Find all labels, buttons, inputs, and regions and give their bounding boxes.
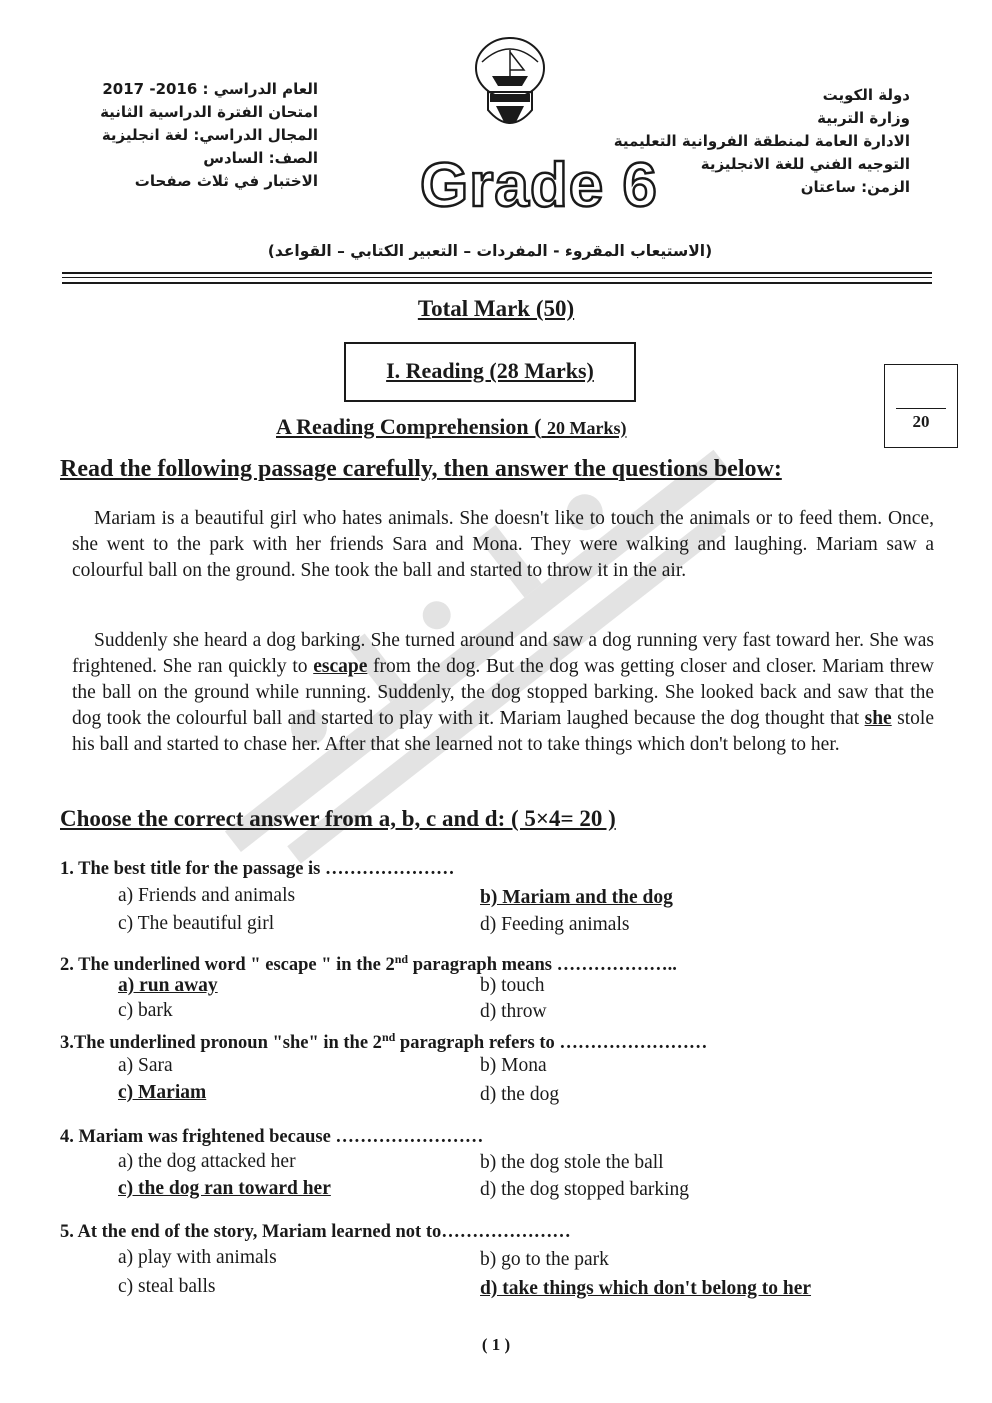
academic-year: العام الدراسي : 2016- 2017 — [102, 80, 318, 98]
header-right-block — [600, 84, 910, 199]
supervision: التوجيه الفني للغة الانجليزية — [700, 155, 910, 173]
score-line — [896, 408, 946, 409]
option-4b: b) the dog stole the ball — [480, 1152, 664, 1173]
option-2a: a) run away — [118, 975, 218, 996]
question-4: 4. Mariam was frightened because …………………… — [60, 1127, 484, 1147]
option-3d: d) the dog — [480, 1084, 560, 1105]
country: دولة الكويت — [822, 86, 910, 104]
option-4d: d) the dog stopped barking — [480, 1179, 690, 1200]
option-1c: c) The beautiful girl — [118, 913, 275, 934]
option-1d: d) Feeding animals — [480, 914, 630, 935]
instruction: Read the following passage carefully, then answer the questions below: — [60, 456, 782, 482]
question-2: 2. The underlined word " escape " in the 2nd paragraph means ……………….. — [60, 952, 677, 976]
page-number: ( 1 ) — [481, 1335, 511, 1354]
option-3b: b) Mona — [480, 1055, 547, 1076]
option-3a: a) Sara — [118, 1055, 173, 1076]
divider — [62, 282, 932, 284]
kuwait-emblem-icon — [466, 32, 554, 142]
exam-period: امتحان الفترة الدراسية الثانية — [100, 103, 318, 121]
option-3c: c) Mariam — [118, 1082, 207, 1103]
pages-note: الاختبار في ثلاث صفحات — [134, 172, 318, 190]
option-2c: c) bark — [118, 1000, 173, 1021]
duration: الزمن: ساعتان — [800, 178, 910, 196]
directorate: الادارة العامة لمنطقة الفروانية التعليمية — [613, 132, 910, 150]
question-5: 5. At the end of the story, Mariam learned not to………………… — [60, 1222, 571, 1242]
passage-paragraph-1: Mariam is a beautiful girl who hates animals. She doesn't like to touch the animals or to feed them. Once, she went to the park with her friends Sara and Mona. They were walking and laughing. Mariam saw a colourful ball on the ground. She took the ball and started to throw it in the air. — [72, 508, 934, 581]
option-4a: a) the dog attacked her — [118, 1151, 296, 1172]
divider — [62, 277, 932, 278]
score-box — [884, 364, 958, 448]
score-total: 20 — [912, 412, 930, 431]
total-mark: Total Mark (50) — [417, 296, 575, 321]
option-1b: b) Mariam and the dog — [480, 887, 673, 908]
section-title: I. Reading (28 Marks) — [386, 358, 594, 383]
option-4c: c) the dog ran toward her — [118, 1178, 331, 1199]
underlined-pronoun-she: she — [864, 708, 892, 729]
option-5c: c) steal balls — [118, 1276, 216, 1297]
option-5d: d) take things which don't belong to her — [480, 1278, 812, 1299]
grade-level: الصف: السادس — [203, 149, 318, 167]
comprehension-title: A Reading Comprehension ( 20 Marks) — [276, 414, 627, 439]
underlined-word-escape: escape — [313, 656, 368, 677]
skills-line: (الاستيعاب المقروء - المفردات – التعبير الكتابي – القواعد) — [267, 242, 713, 260]
question-3: 3.The underlined pronoun "she" in the 2nd paragraph refers to …………………… — [60, 1030, 708, 1054]
grade-heading: Grade 6 — [420, 151, 658, 220]
header-left-block — [90, 78, 318, 193]
option-2d: d) throw — [480, 1001, 547, 1022]
divider — [62, 272, 932, 274]
option-1a: a) Friends and animals — [118, 885, 296, 906]
choose-title: Choose the correct answer from a, b, c and d: ( 5×4= 20 ) — [60, 806, 616, 831]
ministry: وزارة التربية — [817, 109, 910, 127]
option-5b: b) go to the park — [480, 1249, 609, 1270]
subject: المجال الدراسي: لغة انجليزية — [101, 126, 318, 144]
option-2b: b) touch — [480, 975, 545, 996]
passage-paragraph-2: Suddenly she heard a dog barking. She turned around and saw a dog running very fast toward her. She was frightened. She ran quickly to escape from the dog. But the dog was getting closer and closer. Mariam threw the ball on the ground while running. Suddenly, the dog stopped barking. She looked back and saw that the dog took the colourful ball and started to play with it. Mariam laughed because the dog thought that she stole his ball and started to chase her. After that she learned not to take things which don't belong to her. — [72, 630, 934, 755]
option-5a: a) play with animals — [118, 1247, 277, 1268]
question-1: 1. The best title for the passage is ………………… — [60, 859, 455, 879]
